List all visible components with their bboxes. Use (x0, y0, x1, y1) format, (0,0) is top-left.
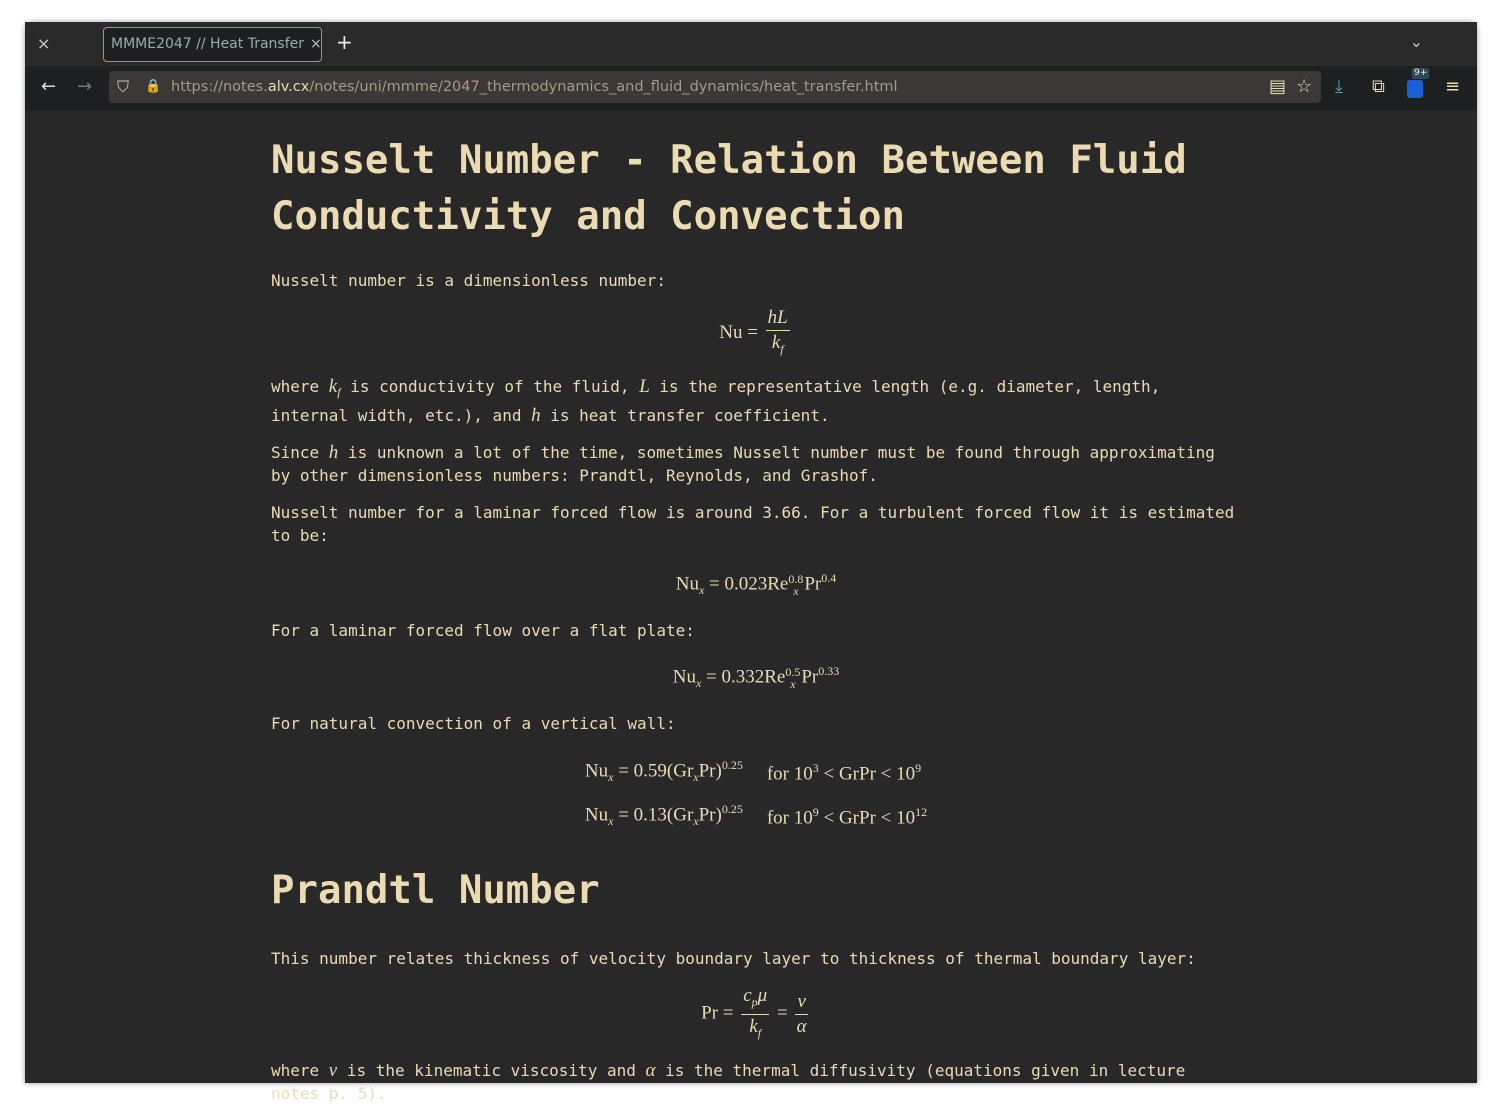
eq-sub: x (793, 583, 799, 598)
eq-part: = 0.13(Gr (613, 804, 694, 826)
eq-lhs: Nu = (719, 321, 758, 343)
lock-icon[interactable]: 🔒 (145, 79, 162, 94)
eq-part: = 0.023Re (704, 573, 789, 595)
nav-bar (25, 66, 1477, 110)
math-sub: f (337, 384, 341, 399)
equation-turbulent (271, 563, 1241, 605)
new-tab-button[interactable]: + (336, 30, 353, 54)
eq-part: < GrPr < 10 (818, 763, 916, 785)
eq-part: = 0.332Re (701, 666, 786, 688)
eq-sup: 3 (812, 761, 819, 776)
browser-window (25, 22, 1477, 1104)
math-L: L (639, 375, 650, 397)
equation-natural-convection (573, 749, 939, 837)
url-domain: alv.cx (267, 79, 310, 95)
eq-sub: x (695, 676, 702, 691)
math-h: h (328, 441, 339, 463)
tab-heat-transfer[interactable] (103, 27, 322, 62)
equation-row (573, 749, 939, 793)
eq-numerator: ν (795, 990, 807, 1015)
math-alpha: α (645, 1060, 656, 1082)
eq-sub: x (608, 770, 614, 785)
download-icon[interactable]: ⤓ (1335, 76, 1343, 97)
text: Since (271, 442, 329, 462)
text: where (271, 376, 329, 396)
eq-numerator: hL (766, 306, 790, 331)
paragraph (271, 375, 1241, 427)
eq-script-stack (785, 666, 800, 690)
eq-part: Nu (675, 573, 699, 595)
eq-sup: 0.25 (721, 802, 743, 817)
eq-sub: x (790, 677, 796, 692)
heading-prandtl: Prandtl Number (271, 868, 600, 914)
back-button[interactable]: ← (41, 76, 57, 97)
text: is the thermal diffusivity (equations given in lecture notes p. 5). (271, 1061, 1186, 1104)
eq-part: Nu (584, 760, 609, 782)
eq-part: Pr (801, 666, 819, 688)
text: is conductivity of the fluid, (340, 376, 640, 396)
text: where (271, 1061, 329, 1081)
tab-title: MMME2047 // Heat Transfer (111, 36, 304, 52)
eq-part: for 10 (766, 763, 813, 785)
eq-sup: 9 (812, 805, 819, 820)
eq-sub: f (780, 341, 784, 356)
text: is the representative length (e.g. diameter, length, internal width, etc.), and (271, 376, 1161, 425)
eq-part: Nu (584, 804, 609, 826)
paragraph: Nusselt number is a dimensionless number: (271, 271, 666, 290)
page-content (271, 110, 1241, 1105)
eq-part: Pr (804, 573, 822, 595)
url-prefix: https://notes. (171, 79, 268, 95)
menu-icon[interactable]: ≡ (1445, 76, 1461, 97)
eq-sup: 12 (915, 805, 928, 820)
bookmark-star-icon[interactable]: ☆ (1296, 76, 1313, 97)
eq-sup: 0.4 (821, 570, 837, 585)
url-bar[interactable] (109, 71, 1321, 103)
equation-prandtl (271, 984, 1241, 1045)
eq-part: = 0.59(Gr (613, 760, 694, 782)
tab-bar (25, 22, 1477, 66)
eq-sub: x (608, 814, 614, 829)
eq-sup: 0.25 (721, 758, 743, 773)
extension-shield-icon[interactable] (1407, 80, 1423, 98)
eq-sub: f (757, 1026, 762, 1041)
heading-nusselt: Nusselt Number - Relation Between Fluid Conductivity and Convection (271, 138, 1187, 239)
paragraph: For a laminar forced flow over a flat plate: (271, 621, 695, 641)
url-path: /notes/uni/mmme/2047_thermodynamics_and_fluid_dynamics/heat_transfer.html (309, 79, 898, 95)
extensions-puzzle-icon[interactable]: ⧉ (1372, 76, 1385, 97)
eq-sup: 9 (915, 761, 922, 776)
eq-part: < GrPr < 10 (818, 807, 916, 829)
eq-sup: 0.8 (788, 571, 804, 586)
text: is heat transfer coefficient. (540, 405, 830, 425)
math-k: k (328, 375, 338, 397)
eq-denominator: k (771, 332, 781, 353)
eq-sub: x (698, 583, 705, 598)
eq-equals: = (776, 1003, 788, 1025)
eq-numerator: c (743, 985, 752, 1007)
paragraph (271, 441, 1241, 487)
equation-flat-plate (271, 656, 1241, 698)
eq-lhs: Pr = (701, 1003, 734, 1025)
math-h: h (531, 404, 541, 426)
paragraph (271, 1059, 1241, 1105)
eq-sup: 0.33 (818, 664, 840, 679)
shield-icon[interactable]: ⛉ (117, 77, 130, 96)
eq-denominator: k (749, 1016, 758, 1038)
text: is the kinematic viscosity and (337, 1061, 646, 1081)
paragraph: Nusselt number for a laminar forced flow is around 3.66. For a turbulent forced flow it is estimated to be: (271, 502, 1235, 545)
eq-denominator: α (796, 1016, 807, 1038)
extension-badge: 9+ (1414, 68, 1428, 78)
math-nu: ν (328, 1060, 338, 1082)
close-tab-icon[interactable]: × (310, 36, 322, 52)
eq-script-stack (788, 573, 803, 597)
close-window-icon[interactable]: × (37, 34, 51, 53)
eq-numerator: μ (757, 985, 768, 1007)
eq-sub: p (751, 995, 758, 1010)
reader-view-icon[interactable]: ▤ (1269, 76, 1287, 97)
eq-sub: x (693, 770, 699, 785)
eq-part: Nu (672, 666, 696, 688)
eq-part: for 10 (766, 807, 813, 829)
equation-row (573, 793, 939, 837)
chevron-down-icon[interactable]: ⌄ (1409, 32, 1423, 51)
paragraph: For natural convection of a vertical wall: (271, 714, 676, 734)
eq-part: Pr) (698, 760, 722, 782)
eq-sub: x (693, 814, 699, 829)
equation-nusselt (271, 306, 1241, 361)
paragraph: This number relates thickness of velocity boundary layer to thickness of thermal boundary layer: (271, 949, 1196, 969)
forward-button[interactable]: → (77, 76, 93, 97)
text: is unknown a lot of the time, sometimes Nusselt number must be found through approximating by other dimensionless numbers: Prandtl, Reynolds, and Grashof. (271, 442, 1215, 485)
eq-part: Pr) (698, 804, 722, 826)
eq-sup: 0.5 (785, 665, 801, 680)
